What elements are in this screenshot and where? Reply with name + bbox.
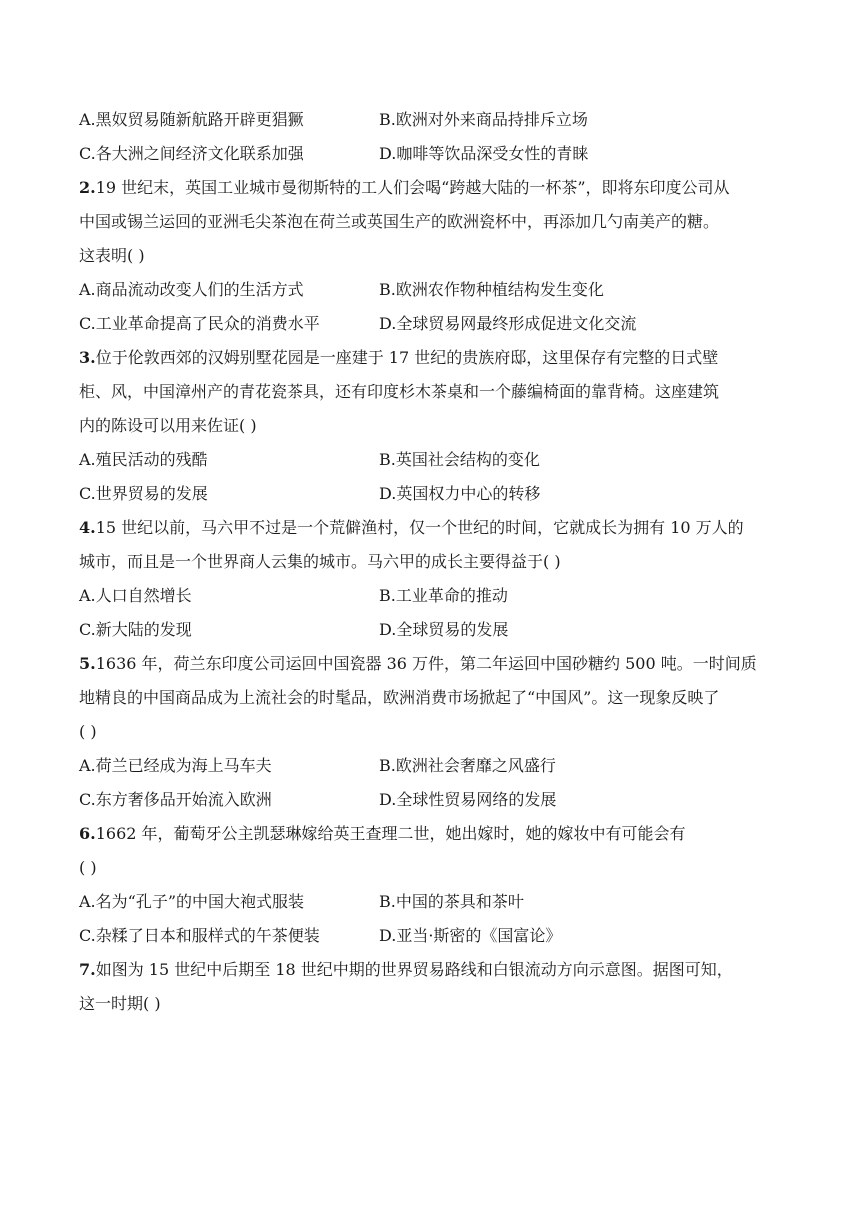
q6-option-b: B.中国的茶具和茶叶	[379, 892, 524, 911]
q7-number: 7.	[79, 960, 96, 979]
q7-stem-line-2: 这一时期( )	[79, 994, 161, 1013]
q6-option-d: D.亚当·斯密的《国富论》	[379, 926, 562, 945]
q2-option-c: C.工业革命提高了民众的消费水平	[79, 314, 320, 333]
q5-stem-line-2: 地精良的中国商品成为上流社会的时髦品，欧洲消费市场掀起了“中国风”。这一现象反映了	[79, 688, 720, 707]
q6-option-c: C.杂糅了日本和服样式的午茶便装	[79, 926, 320, 945]
q1-option-c: C.各大洲之间经济文化联系加强	[79, 144, 304, 163]
q2-option-a: A.商品流动改变人们的生活方式	[79, 280, 304, 299]
q2-stem-line-2: 中国或锡兰运回的亚洲毛尖茶泡在荷兰或英国生产的欧洲瓷杯中，再添加几勺南美产的糖。	[79, 212, 720, 231]
q5-stem-line-1: 5.1636 年，荷兰东印度公司运回中国瓷器 36 万件，第二年运回中国砂糖约 500 吨。一时间质	[79, 654, 757, 673]
q3-stem-line-1: 3.位于伦敦西郊的汉姆别墅花园是一座建于 17 世纪的贵族府邸，这里保存有完整的日式壁	[79, 348, 719, 367]
q6-option-a: A.名为“孔子”的中国大袍式服装	[79, 892, 305, 911]
q3-option-a: A.殖民活动的残酷	[79, 450, 208, 469]
q3-option-b: B.英国社会结构的变化	[379, 450, 540, 469]
q4-option-a: A.人口自然增长	[79, 586, 192, 605]
q4-option-b: B.工业革命的推动	[379, 586, 508, 605]
q4-stem-line-1: 4.15 世纪以前，马六甲不过是一个荒僻渔村，仅一个世纪的时间，它就成长为拥有 10 万人的	[79, 518, 744, 537]
q7-stem-line-1: 7.如图为 15 世纪中后期至 18 世纪中期的世界贸易路线和白银流动方向示意图。据图可知，	[79, 960, 733, 979]
q1-option-b: B.欧洲对外来商品持排斥立场	[379, 110, 588, 129]
q5-option-c: C.东方奢侈品开始流入欧洲	[79, 790, 272, 809]
q2-option-d: D.全球贸易网最终形成促进文化交流	[379, 314, 637, 333]
q2-stem-line-3: 这表明( )	[79, 246, 145, 265]
q2-option-b: B.欧洲农作物种植结构发生变化	[379, 280, 604, 299]
q2-number: 2.	[79, 178, 96, 197]
q3-stem-line-3: 内的陈设可以用来佐证( )	[79, 416, 257, 435]
q4-stem-line-2: 城市，而且是一个世界商人云集的城市。马六甲的成长主要得益于( )	[79, 552, 561, 571]
q2-stem-line-1: 2.19 世纪末，英国工业城市曼彻斯特的工人们会喝“跨越大陆的一杯茶”，即将东印度公司从	[79, 178, 730, 197]
q5-option-d: D.全球性贸易网络的发展	[379, 790, 557, 809]
q6-number: 6.	[79, 824, 96, 843]
q5-option-b: B.欧洲社会奢靡之风盛行	[379, 756, 556, 775]
q3-option-c: C.世界贸易的发展	[79, 484, 208, 503]
q4-option-c: C.新大陆的发现	[79, 620, 192, 639]
q4-option-d: D.全球贸易的发展	[379, 620, 509, 639]
q5-option-a: A.荷兰已经成为海上马车夫	[79, 756, 272, 775]
q4-number: 4.	[79, 518, 96, 537]
q3-stem-line-2: 柜、风，中国漳州产的青花瓷茶具，还有印度杉木茶桌和一个藤编椅面的靠背椅。这座建筑	[79, 382, 720, 401]
q1-option-d: D.咖啡等饮品深受女性的青睐	[379, 144, 589, 163]
q3-number: 3.	[79, 348, 96, 367]
q5-stem-line-3: ( )	[79, 722, 97, 741]
q5-number: 5.	[79, 654, 96, 673]
q6-stem-line-1: 6.1662 年，葡萄牙公主凯瑟琳嫁给英王查理二世，她出嫁时，她的嫁妆中有可能会有	[79, 824, 686, 843]
q3-option-d: D.英国权力中心的转移	[379, 484, 541, 503]
q6-stem-line-2: ( )	[79, 858, 97, 877]
q1-option-a: A.黑奴贸易随新航路开辟更猖獗	[79, 110, 304, 129]
